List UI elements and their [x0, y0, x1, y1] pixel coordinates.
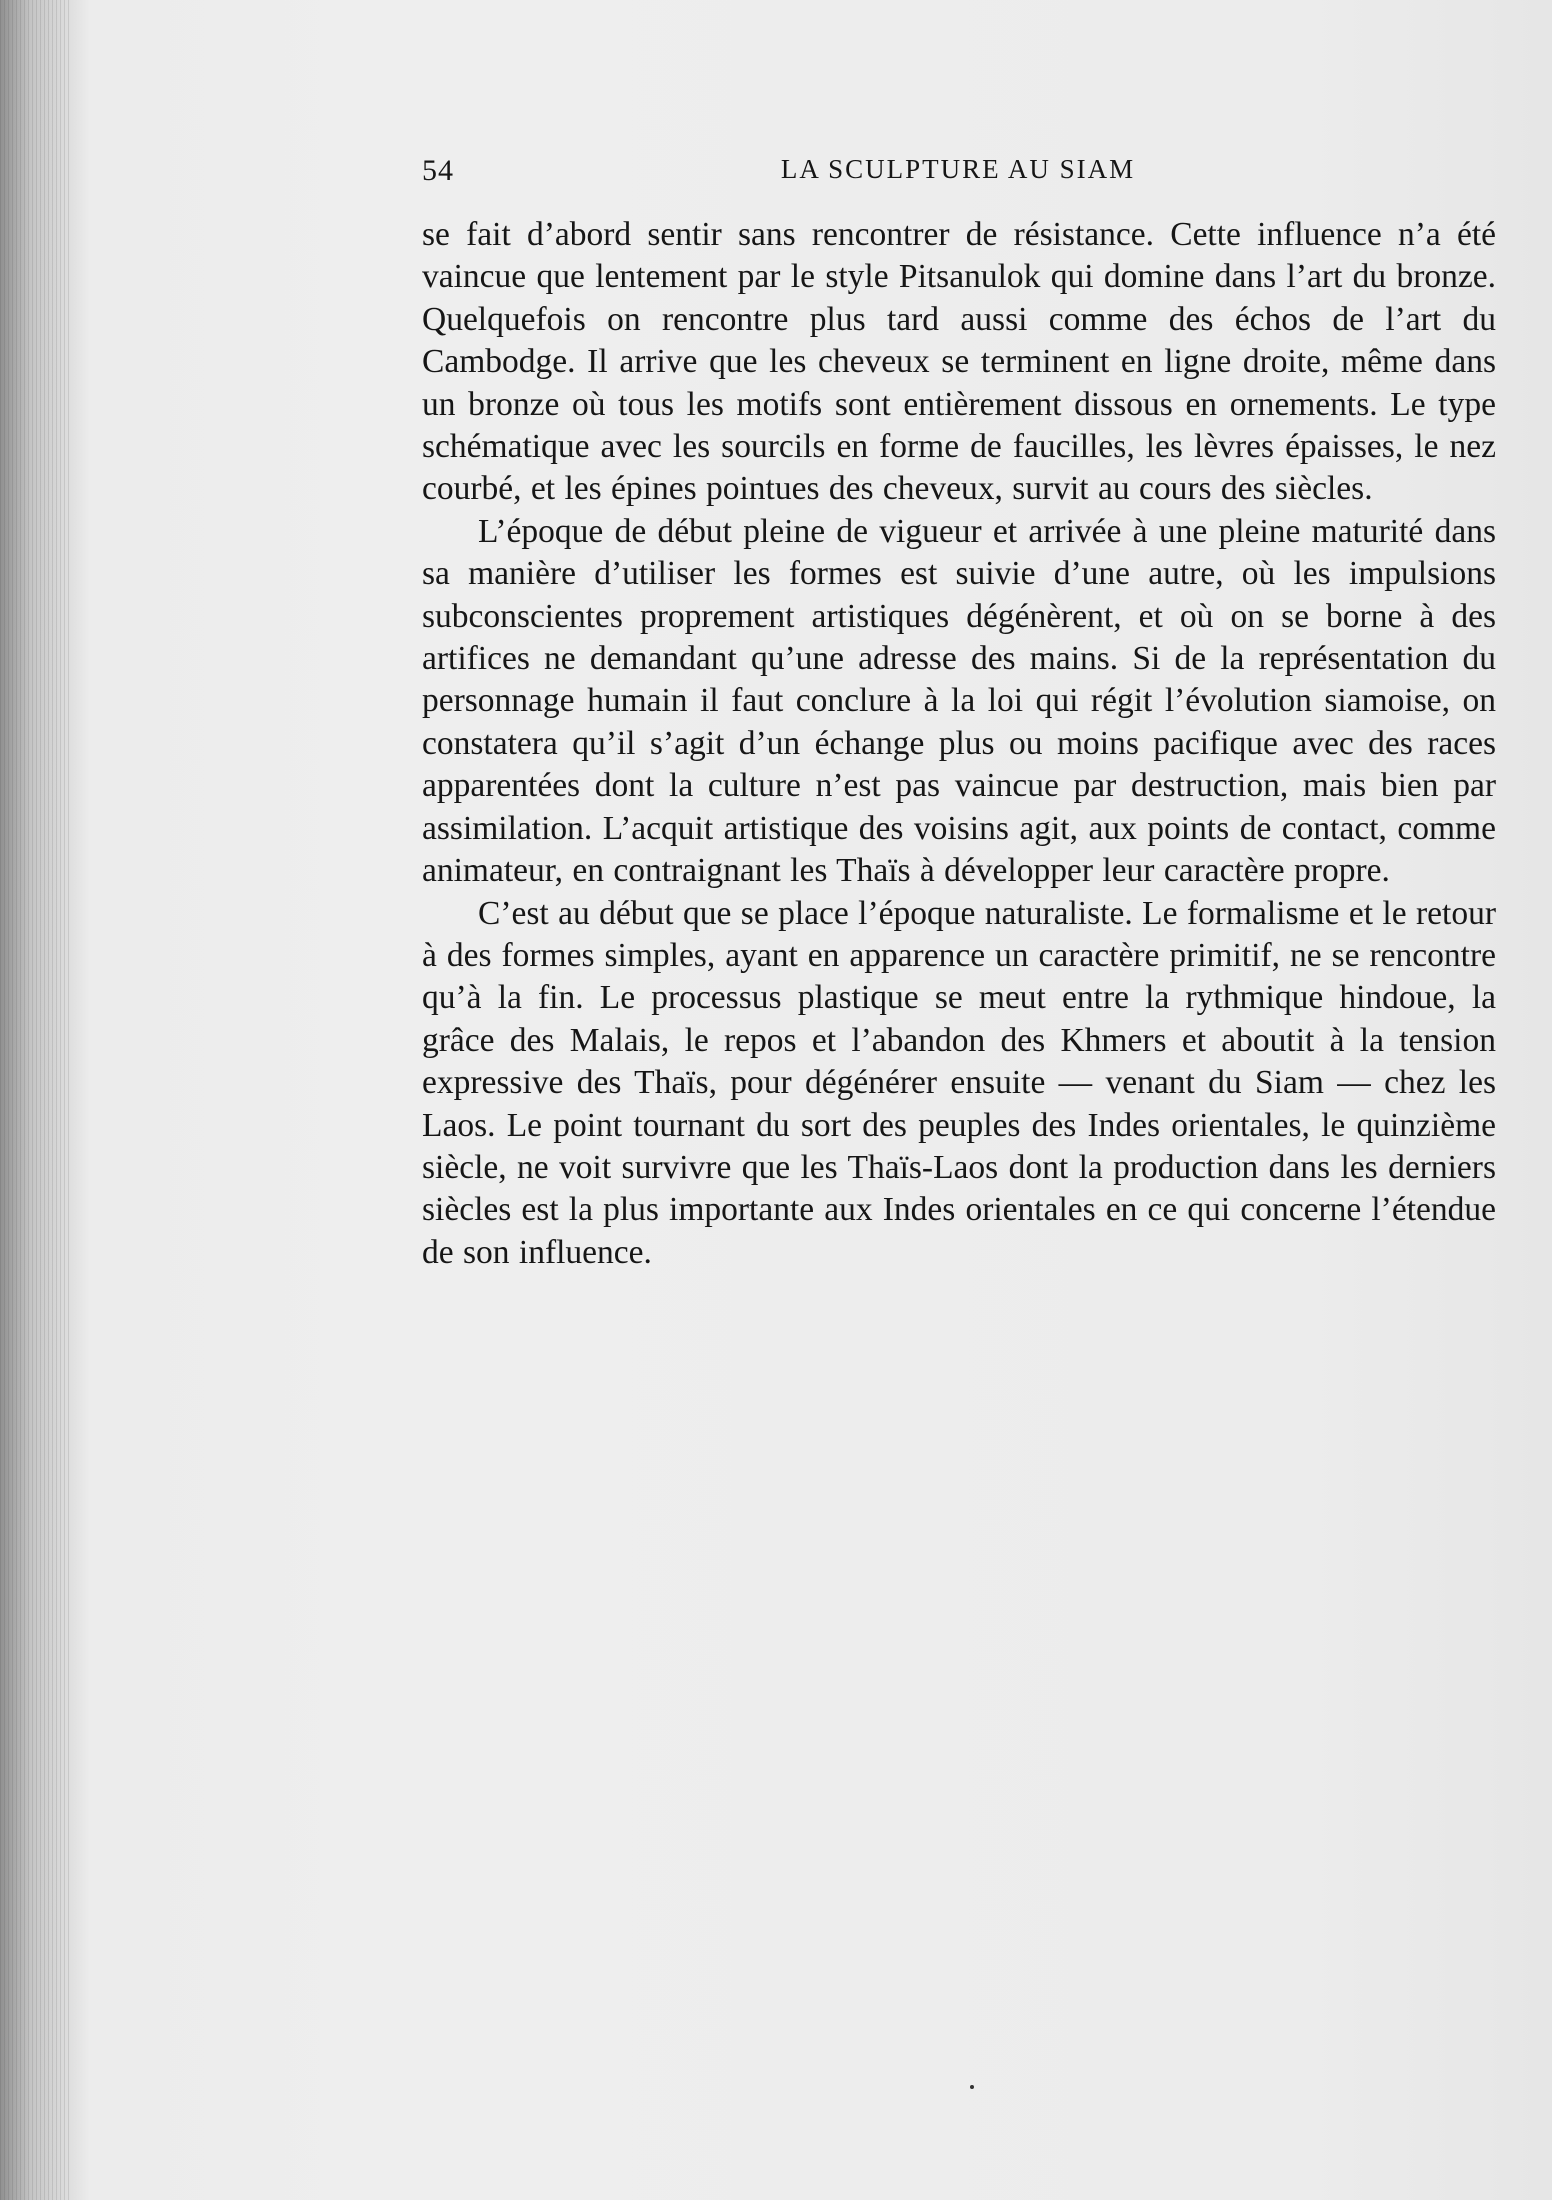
binding-shadow [0, 0, 90, 2200]
paragraph-3: C’est au début que se place l’époque naturaliste. Le formalisme et le retour à des formes simples, ayant en apparence un caractère primitif, ne se rencontre qu’à la fin. Le processus plastique se meut entre la rythmique hindoue, la grâce des Malais, le repos et l’abandon des Khmers et aboutit à la tension expressive des Thaïs, pour dégénérer ensuite — venant du Siam — chez les Laos. Le point tournant du sort des peuples des Indes orientales, le quinzième siècle, ne voit survivre que les Thaïs-Laos dont la production dans les derniers siècles est la plus importante aux Indes orientales en ce qui concerne l’étendue de son influence. [422, 894, 1496, 1271]
page-header [422, 154, 1494, 194]
page-number: 54 [422, 154, 454, 187]
paragraph-2: L’époque de début pleine de vigueur et arrivée à une pleine maturité dans sa manière d’utiliser les formes est suivie d’une autre, où les impulsions subconscientes proprement artistiques dégénèrent, et où on se borne à des artifices ne demandant qu’une adresse des mains. Si de la représentation du personnage humain il faut conclure à la loi qui régit l’évolution siamoise, on constatera qu’il s’agit d’un échange plus ou moins pacifique avec des races apparentées dont la culture n’est pas vaincue par destruction, mais bien par assimilation. L’acquit artistique des voisins agit, aux points de contact, comme animateur, en contraignant les Thaïs à développer leur caractère propre. [422, 512, 1496, 890]
paragraph-1: se fait d’abord sentir sans rencontrer de résistance. Cette influence n’a été vaincue que lentement par le style Pitsanulok qui domine dans l’art du bronze. Quelquefois on rencontre plus tard aussi comme des échos de l’art du Cambodge. Il arrive que les cheveux se terminent en ligne droite, même dans un bronze où tous les motifs sont entièrement dissous en ornements. Le type schématique avec les sourcils en forme de faucilles, les lèvres épaisses, le nez courbé, et les épines pointues des cheveux, survit au cours des siècles. [422, 216, 1496, 508]
scan-speck [970, 2085, 974, 2089]
running-title: LA SCULPTURE AU SIAM [780, 154, 1136, 184]
body-text [422, 214, 1496, 1274]
